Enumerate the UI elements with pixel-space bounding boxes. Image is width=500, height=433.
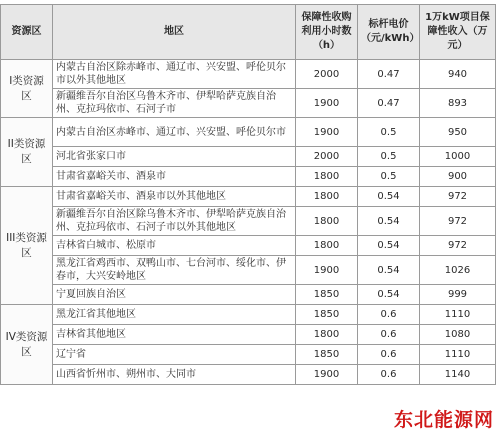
price-cell: 0.54	[358, 207, 420, 236]
hours-cell: 1800	[296, 207, 358, 236]
income-cell: 999	[420, 285, 496, 305]
region-cell: 吉林省白城市、松原市	[53, 236, 296, 256]
income-cell: 1080	[420, 325, 496, 345]
hours-cell: 1900	[296, 89, 358, 118]
zone-label: IV类资源区	[1, 305, 53, 385]
price-cell: 0.47	[358, 60, 420, 89]
price-cell: 0.6	[358, 345, 420, 365]
site-watermark: 东北能源网	[392, 405, 496, 432]
header-hours: 保障性收购利用小时数（h）	[296, 5, 358, 60]
region-cell: 内蒙古自治区除赤峰市、通辽市、兴安盟、呼伦贝尔市以外其他地区	[53, 60, 296, 89]
income-cell: 1140	[420, 365, 496, 385]
income-cell: 1000	[420, 147, 496, 167]
zone-label: III类资源区	[1, 187, 53, 305]
hours-cell: 1900	[296, 118, 358, 147]
region-cell: 辽宁省	[53, 345, 296, 365]
price-cell: 0.47	[358, 89, 420, 118]
price-cell: 0.54	[358, 285, 420, 305]
region-cell: 甘肃省嘉峪关市、酒泉市	[53, 167, 296, 187]
header-zone: 资源区	[1, 5, 53, 60]
income-cell: 1110	[420, 345, 496, 365]
hours-cell: 1850	[296, 305, 358, 325]
price-cell: 0.6	[358, 325, 420, 345]
table-row	[1, 256, 496, 285]
price-cell: 0.6	[358, 365, 420, 385]
region-cell: 甘肃省嘉峪关市、酒泉市以外其他地区	[53, 187, 296, 207]
table-row	[1, 167, 496, 187]
table-row	[1, 60, 496, 89]
table-header-row	[1, 5, 496, 60]
hours-cell: 1850	[296, 345, 358, 365]
hours-cell: 1800	[296, 167, 358, 187]
region-cell: 吉林省其他地区	[53, 325, 296, 345]
table-row	[1, 207, 496, 236]
table-row	[1, 285, 496, 305]
price-cell: 0.5	[358, 118, 420, 147]
region-cell: 河北省张家口市	[53, 147, 296, 167]
price-cell: 0.5	[358, 167, 420, 187]
income-cell: 1026	[420, 256, 496, 285]
income-cell: 940	[420, 60, 496, 89]
table-row	[1, 365, 496, 385]
zone-label: II类资源区	[1, 118, 53, 187]
hours-cell: 1800	[296, 325, 358, 345]
region-cell: 山西省忻州市、朔州市、大同市	[53, 365, 296, 385]
table-row	[1, 89, 496, 118]
region-cell: 黑龙江省鸡西市、双鸭山市、七台河市、绥化市、伊春市，大兴安岭地区	[53, 256, 296, 285]
price-cell: 0.54	[358, 256, 420, 285]
hours-cell: 1800	[296, 187, 358, 207]
table-row	[1, 345, 496, 365]
table-row	[1, 187, 496, 207]
table-row	[1, 118, 496, 147]
table-row	[1, 236, 496, 256]
table-row	[1, 305, 496, 325]
price-cell: 0.5	[358, 147, 420, 167]
region-cell: 新疆维吾尔自治区乌鲁木齐市、伊犁哈萨克族自治州、克拉玛依市、石河子市	[53, 89, 296, 118]
header-region: 地区	[53, 5, 296, 60]
income-cell: 972	[420, 187, 496, 207]
hours-cell: 1800	[296, 236, 358, 256]
income-cell: 972	[420, 207, 496, 236]
income-cell: 950	[420, 118, 496, 147]
region-cell: 新疆维吾尔自治区除乌鲁木齐市、伊犁哈萨克族自治州、克拉玛依市、石河子市以外其他地区	[53, 207, 296, 236]
wind-power-tariff-table	[0, 4, 496, 385]
region-cell: 宁夏回族自治区	[53, 285, 296, 305]
price-cell: 0.54	[358, 187, 420, 207]
income-cell: 972	[420, 236, 496, 256]
table-row	[1, 325, 496, 345]
region-cell: 内蒙古自治区赤峰市、通辽市、兴安盟、呼伦贝尔市	[53, 118, 296, 147]
hours-cell: 1850	[296, 285, 358, 305]
price-cell: 0.54	[358, 236, 420, 256]
table-row	[1, 147, 496, 167]
header-price: 标杆电价（元/kWh）	[358, 5, 420, 60]
zone-label: I类资源区	[1, 60, 53, 118]
hours-cell: 2000	[296, 60, 358, 89]
hours-cell: 1900	[296, 256, 358, 285]
income-cell: 900	[420, 167, 496, 187]
hours-cell: 2000	[296, 147, 358, 167]
income-cell: 893	[420, 89, 496, 118]
price-cell: 0.6	[358, 305, 420, 325]
income-cell: 1110	[420, 305, 496, 325]
hours-cell: 1900	[296, 365, 358, 385]
header-income: 1万kW项目保障性收入（万元）	[420, 5, 496, 60]
region-cell: 黑龙江省其他地区	[53, 305, 296, 325]
